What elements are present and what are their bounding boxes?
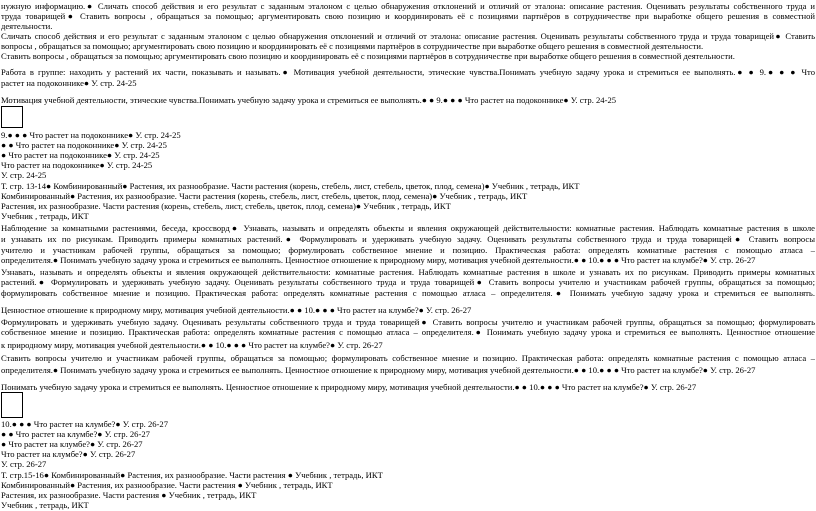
text-line: Наблюдение за комнатными растениями, беседа, кроссворд● Узнавать, называть и определять объекты и явления окружающей действительности: комнатные растения. Наблюдать комнатные растения в школе [1,223,815,233]
text-line: У. стр. 24-25 [1,170,47,180]
text-line: нужную информацию.● Сличать способ действия и его результат с заданным эталоном с целью обнаружения отклонений и отличий от эталона: описание растения. Оценивать результаты собственного труда и [1,1,815,11]
text-line: Т. стр.15-16● Комбинированный● Растения, их разнообразие. Части растения ● Учебник , тетрадь, ИКТ [1,470,383,480]
text-line: растений.● Формулировать и удерживать учебную задачу. Оценивать результаты собственного труда и труда товарищей● Ставить вопросы учителю и участникам рабочей группы, обращаться за помощью; [1,277,815,287]
text-line: У. стр. 26-27 [1,459,47,469]
text-line: Понимать учебную задачу урока и стремиться ее выполнять. Ценностное отношение к природному миру, мотивация учебной деятельности.● ● 10.● ● ● Что растет на клумбе?● У. стр. 26-27 [1,382,697,392]
text-line: Комбинированный● Растения, их разнообразие. Части растения ● Учебник , тетрадь, ИКТ [1,480,333,490]
text-line: к природному миру, мотивация учебной деятельности.● ● 10.● ● ● Что растет на клумбе?● У. стр. 26-27 [1,340,383,350]
text-line: Что растет на подоконнике● У. стр. 24-25 [1,160,153,170]
text-line: Ставить вопросы учителю и участникам рабочей группы, обращаться за помощью; формулировать собственное мнение и позицию. Практическая работа: определять комнатные растения с помощью атласа – [1,353,815,363]
text-line: Ставить вопросы , обращаться за помощью; аргументировать свою позицию и координировать её с позициями партнёров в сотрудничестве при выработке общего решения в совместной деятельности. [1,51,735,61]
text-line: 9.● ● ● Что растет на подоконнике● У. стр. 24-25 [1,130,181,140]
text-line: труда товарищей● Ставить вопросы , обращаться за помощью; аргументировать свою позицию и координировать её с позициями партнёров в сотрудничестве при выработке общего решения в совместной [1,11,815,21]
text-line: деятельности. [1,21,53,31]
empty-cell-box [1,392,23,418]
text-line: Ценностное отношение к природному миру, мотивация учебной деятельности.● ● 10.● ● ● Что растет на клумбе?● У. стр. 26-27 [1,305,472,315]
text-line: вопросы , обращаться за помощью; аргументировать свою позицию и координировать её с позициями партнёров в сотрудничестве при выработке общего решения в совместной деятельности. [1,41,704,51]
text-line: формулировать собственное мнение и позицию. Практическая работа: определять комнатные растения с помощью атласа – определителя.● Понимать учебную задачу урока и стремиться ее выполнять. [1,288,815,298]
text-line: ● Что растет на подоконнике● У. стр. 24-25 [1,150,160,160]
text-line: определителя.● Понимать учебную задачу урока и стремиться ее выполнять. Ценностное отношение к природному миру, мотивация учебной деятельности.● ● 10.● ● ● Что растет на клумбе?● У. стр. 26-27 [1,255,756,265]
text-line: ● Что растет на клумбе?● У. стр. 26-27 [1,439,143,449]
text-line: ● ● Что растет на подоконнике● У. стр. 24-25 [1,140,167,150]
text-line: собственное мнение и позицию. Практическая работа: определять комнатные растения с помощью атласа – определителя.● Понимать учебную задачу урока и стремиться ее выполнять. Ценностное отношение [1,327,815,337]
text-line: Мотивация учебной деятельности, этические чувства.Понимать учебную задачу урока и стремиться ее выполнять.● ● 9.● ● ● Что растет на подоконнике● У. стр. 24-25 [1,95,617,105]
text-line: и узнавать их по рисункам. Приводить примеры комнатных растений.● Формулировать и удерживать учебную задачу. Оценивать результаты собственного труда и труда товарищей● Ставить вопросы [1,234,815,244]
text-line: Учебник , тетрадь, ИКТ [1,500,89,510]
text-line: Растения, их разнообразие. Части растения ● Учебник , тетрадь, ИКТ [1,490,257,500]
text-line: растет на подоконнике● У. стр. 24-25 [1,78,137,88]
text-line: Формулировать и удерживать учебную задачу. Оценивать результаты собственного труда и труда товарищей● Ставить вопросы учителю и участникам рабочей группы, обращаться за помощью; формулировать [1,317,815,327]
text-line: 10.● ● ● Что растет на клумбе?● У. стр. 26-27 [1,419,169,429]
text-line: Работа в группе: находить у растений их части, показывать и называть.● Мотивация учебной деятельности, этические чувства.Понимать учебную задачу урока и стремиться ее выполнять.● ● 9.● ● ● Что [1,67,815,77]
empty-cell-box [1,106,23,128]
text-line: Комбинированный● Растения, их разнообразие. Части растения (корень, стебель, лист, стебель, цветок, плод, семена)● Учебник , тетрадь, ИКТ [1,191,528,201]
text-line: определителя.● Понимать учебную задачу урока и стремиться ее выполнять. Ценностное отношение к природному миру, мотивация учебной деятельности.● ● 10.● ● ● Что растет на клумбе?● У. стр. 26-27 [1,365,756,375]
text-line: Учебник , тетрадь, ИКТ [1,211,89,221]
text-line: ● ● Что растет на клумбе?● У. стр. 26-27 [1,429,150,439]
text-line: Узнавать, называть и определять объекты и явления окружающей действительности: комнатные растения. Наблюдать комнатные растения в школе и узнавать их по рисункам. Приводить примеры комнатных [1,267,815,277]
text-line: Т. стр. 13-14● Комбинированный● Растения, их разнообразие. Части растения (корень, стебель, лист, стебель, цветок, плод, семена)● Учебник , тетрадь, ИКТ [1,181,580,191]
text-line: учителю и участникам рабочей группы, обращаться за помощью; формулировать собственное мнение и позицию. Практическая работа: определять комнатные растения с помощью атласа – [1,245,815,255]
text-line: Растения, их разнообразие. Части растения (корень, стебель, лист, стебель, цветок, плод, семена)● Учебник , тетрадь, ИКТ [1,201,451,211]
text-line: Что растет на клумбе?● У. стр. 26-27 [1,449,136,459]
text-line: Сличать способ действия и его результат с заданным эталоном с целью обнаружения отклонений и отличий от эталона: описание растения. Оценивать результаты собственного труда и труда товарищей● Ставить [1,31,815,41]
